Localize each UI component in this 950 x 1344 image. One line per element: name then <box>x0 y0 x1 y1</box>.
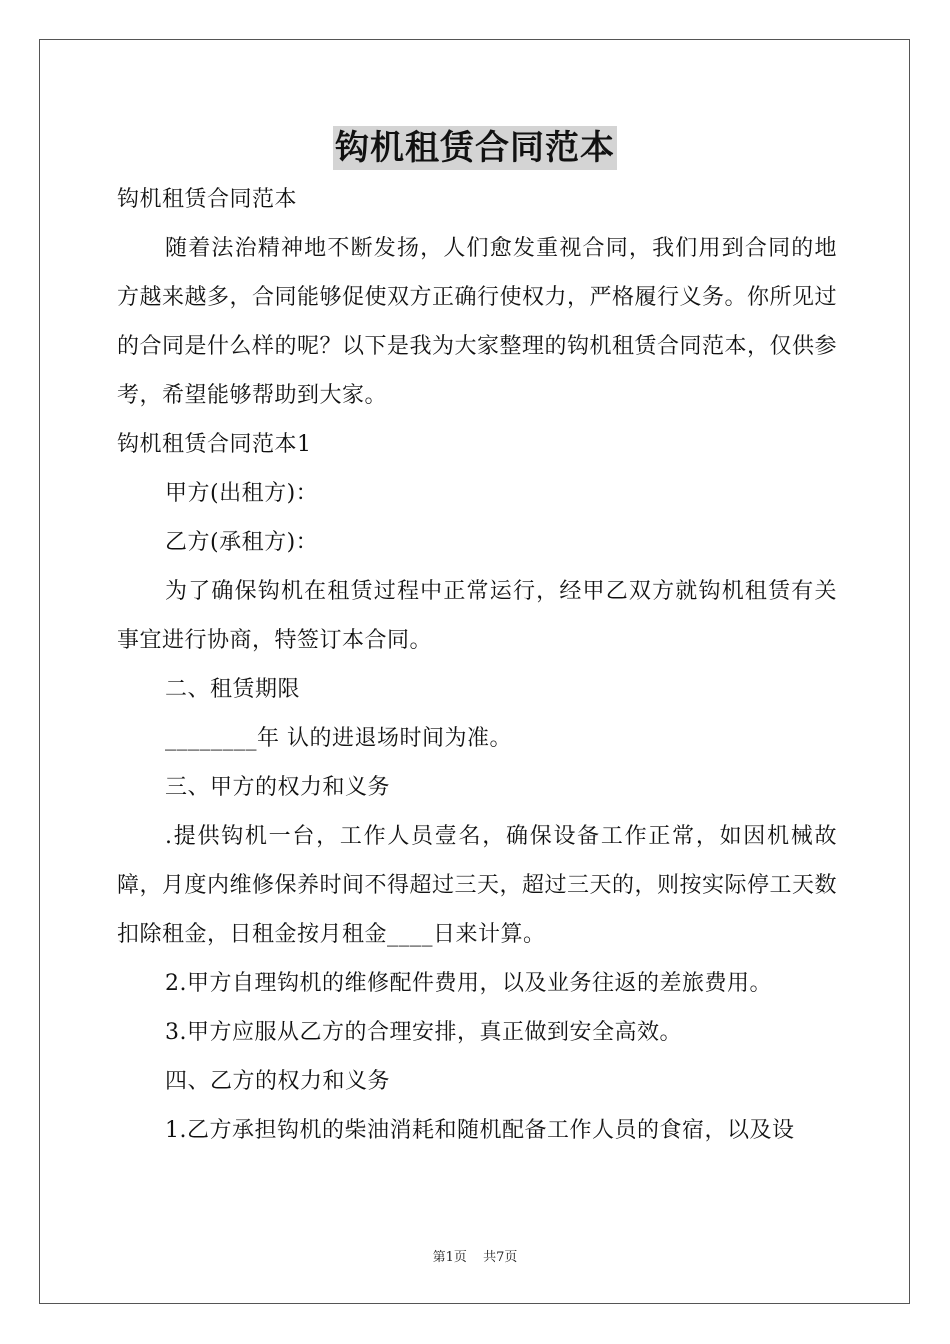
clause-3-heading: 三、甲方的权力和义务 <box>165 775 391 800</box>
section-heading: 钩机租赁合同范本1 <box>117 432 312 457</box>
intro-paragraph: 随着法治精神地不断发扬，人们愈发重视合同，我们用到合同的地方越来越多，合同能够促使双方正确行使权力，严格履行义务。你所见过的合同是什么样的呢？以下是我为大家整理的钩机租赁合同范本，仅供参考，希望能够帮助到大家。 <box>117 236 838 408</box>
document-body <box>117 175 837 1155</box>
clause-3-item-1: .提供钩机一台，工作人员壹名，确保设备工作正常，如因机械故障，月度内维修保养时间不得超过三天，超过三天的，则按实际停工天数扣除租金，日租金按月租金____日来计算。 <box>117 824 838 947</box>
clause-4-heading: 四、乙方的权力和义务 <box>165 1069 391 1094</box>
clause-3-item-2: 2.甲方自理钩机的维修配件费用，以及业务往返的差旅费用。 <box>165 971 772 996</box>
clause-3-item-3: 3.甲方应服从乙方的合理安排，真正做到安全高效。 <box>165 1020 682 1045</box>
clause-2-text: ________年 认的进退场时间为准。 <box>165 726 512 751</box>
title-wrap <box>0 126 950 170</box>
party-a-line: 甲方(出租方)： <box>165 481 319 506</box>
clause-4-item-1: 1.乙方承担钩机的柴油消耗和随机配备工作人员的食宿，以及设 <box>165 1118 795 1143</box>
page-number-total: 共7页 <box>483 1250 518 1265</box>
page-footer <box>0 1246 950 1265</box>
purpose-paragraph: 为了确保钩机在租赁过程中正常运行，经甲乙双方就钩机租赁有关事宜进行协商，特签订本合同。 <box>117 579 837 653</box>
document-title: 钩机租赁合同范本 <box>335 128 615 168</box>
clause-2-heading: 二、租赁期限 <box>165 677 301 702</box>
party-b-line: 乙方(承租方)： <box>165 530 319 555</box>
page-number-current: 第1页 <box>432 1250 467 1265</box>
document-subtitle: 钩机租赁合同范本 <box>117 187 298 212</box>
